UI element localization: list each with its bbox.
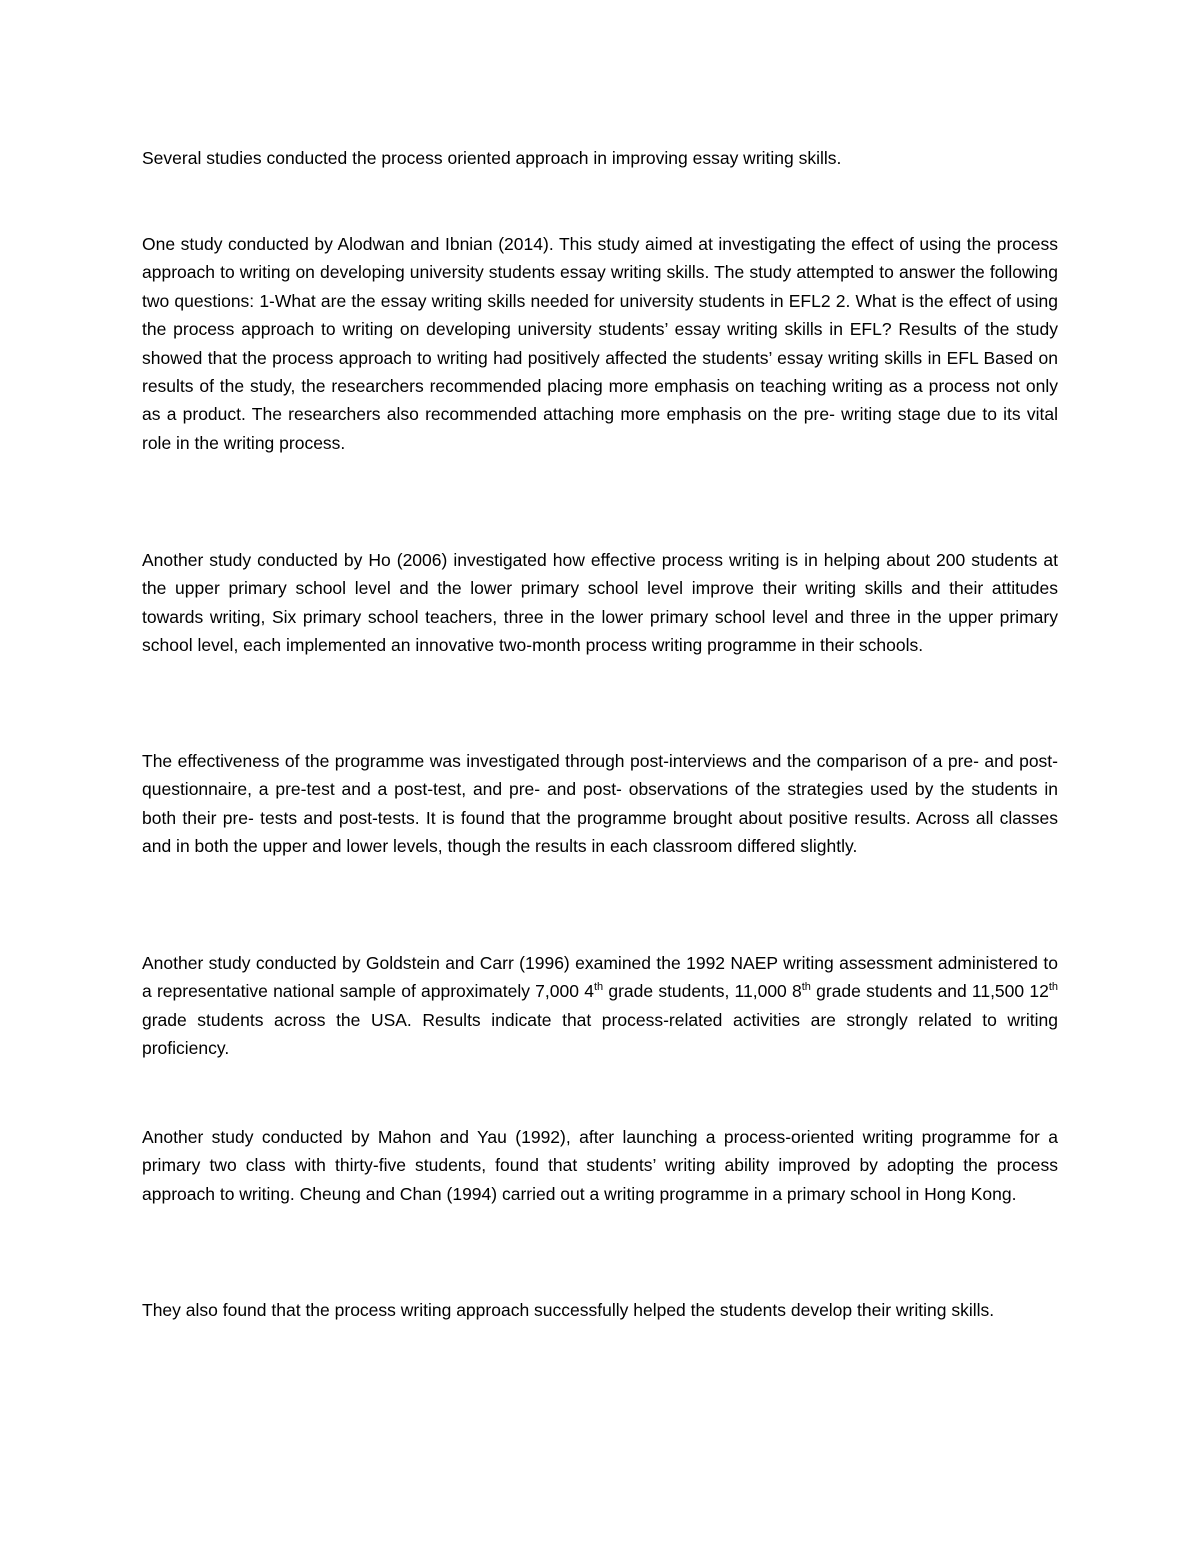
paragraph-goldstein-carr [142,949,1058,1063]
paragraph-alodwan-ibnian: One study conducted by Alodwan and Ibnian (2014). This study aimed at investigating the effect of using the process approach to writing on developing university students essay writing skills. The study attempted to answer the following two questions: 1-What are the essay writing skills needed for university students in EFL2 2. What is the effect of using the process approach to writing on developing university students’ essay writing skills in EFL? Results of the study showed that the process approach to writing had positively affected the students’ essay writing skills in EFL Based on results of the study, the researchers recommended placing more emphasis on teaching writing as a process not only as a product. The researchers also recommended attaching more emphasis on the pre- writing stage due to its vital role in the writing process. [142,234,1058,453]
paragraph-goldstein-carr-part-4: grade students across the USA. Results indicate that process-related activities are strongly related to writing proficiency. [142,1009,1058,1059]
ordinal-superscript: th [801,981,811,994]
paragraph-mahon-yau: Another study conducted by Mahon and Yau (1992), after launching a process-oriented writing programme for a primary two class with thirty-five students, found that students’ writing ability improved by adopting the process approach to writing. Cheung and Chan (1994) carried out a writing programme in a primary school in Hong Kong. [142,1127,1058,1204]
ordinal-superscript: th [1048,981,1058,994]
paragraph-goldstein-carr-part-3: grade students and 11,500 12 [810,981,1049,1002]
paragraph-programme-effectiveness: The effectiveness of the programme was investigated through post-interviews and the comparison of a pre- and post-questionnaire, a pre-test and a post-test, and pre- and post- observations of the strategies used by the students in both their pre- tests and post-tests. It is found that the programme brought about positive results. Across all classes and in both the upper and lower levels, though the results in each classroom differed slightly. [142,751,1058,857]
intro-paragraph: Several studies conducted the process oriented approach in improving essay writing skills. [142,148,842,168]
paragraph-ho-2006: Another study conducted by Ho (2006) investigated how effective process writing is in helping about 200 students at the upper primary school level and the lower primary school level improve their writing skills and their attitudes towards writing, Six primary school teachers, three in the lower primary school level and three in the upper primary school level, each implemented an innovative two-month process writing programme in their schools. [142,550,1058,656]
paragraph-goldstein-carr-part-1: Another study conducted by Goldstein and Carr (1996) examined the 1992 NAEP writing assessment administered to a representative national sample of approximately 7,000 4 [142,953,1058,1002]
ordinal-superscript: th [593,981,604,994]
paragraph-conclusion: They also found that the process writing approach successfully helped the students develop their writing skills. [142,1300,995,1320]
paragraph-goldstein-carr-part-2: grade students, 11,000 8 [603,981,802,1002]
